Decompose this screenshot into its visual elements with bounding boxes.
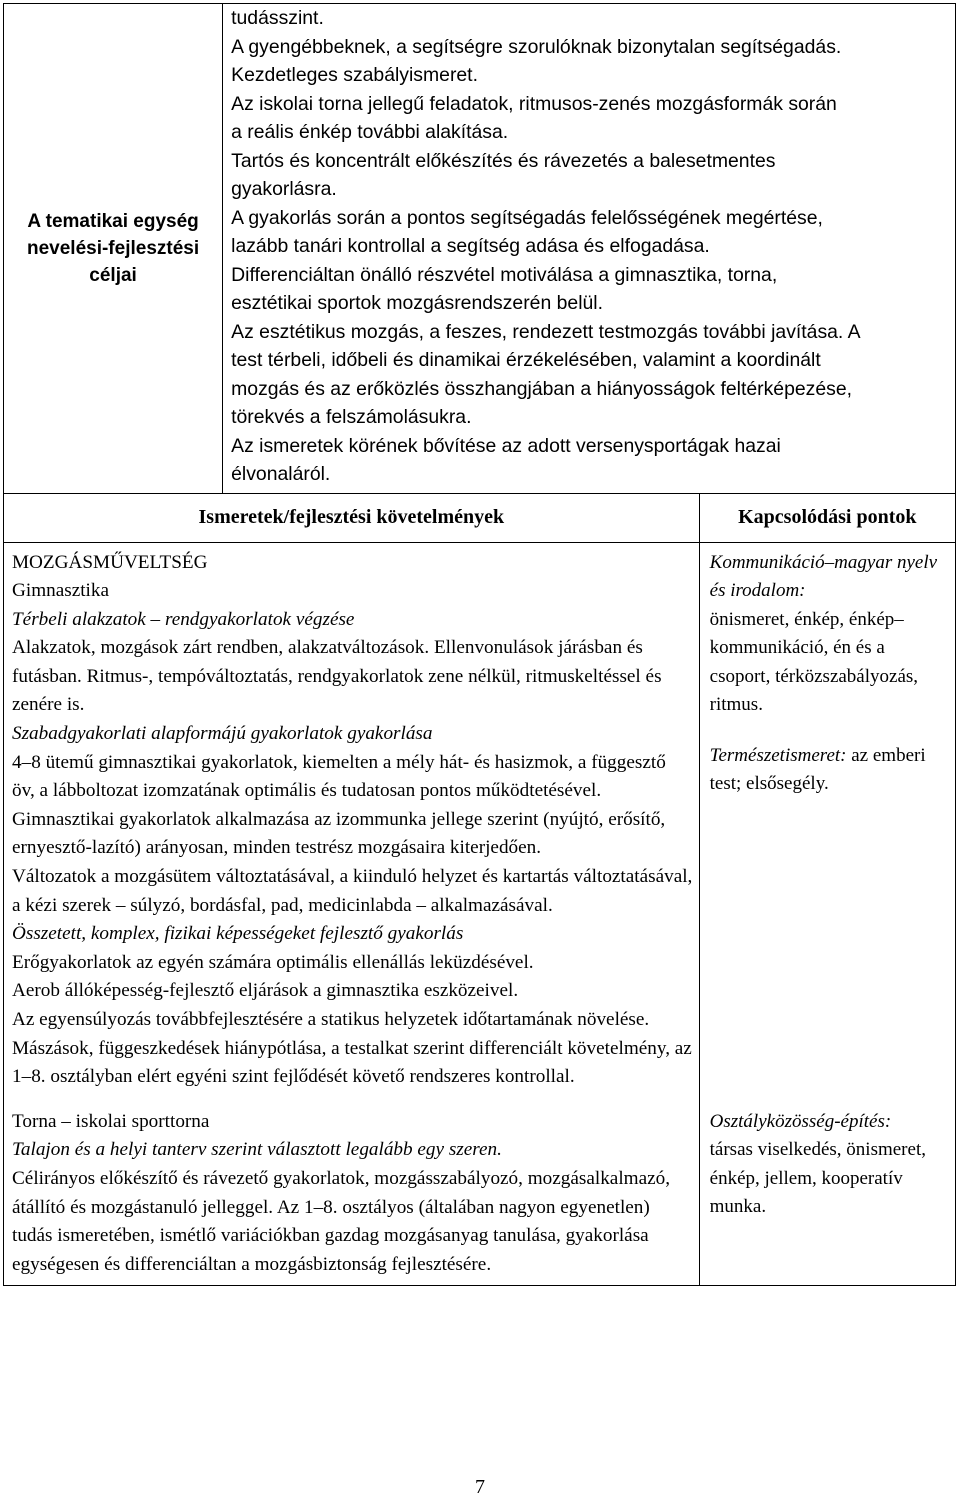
paragraph: Erőgyakorlatok az egyén számára optimális ellenállás leküzdésével. <box>12 951 534 973</box>
topic-heading: Térbeli alakzatok – rendgyakorlatok végzése <box>12 608 355 630</box>
knowledge-header: Ismeretek/fejlesztési követelmények <box>4 493 700 542</box>
goals-line: A gyengébbeknek, a segítségre szorulóknak bizonytalan segítségadás. <box>231 35 842 58</box>
section-title: Torna – iskolai sporttorna <box>12 1110 210 1132</box>
goals-line: test térbeli, időbeli és dinamikai érzékelésében, valamint a koordinált <box>231 349 821 371</box>
connection-subject: Kommunikáció–magyar nyelv és irodalom: <box>709 551 938 601</box>
paragraph: Gimnasztikai gyakorlatok alkalmazása az izommunka jellege szerint (nyújtó, erősítő, ernyesztő-lazító) arányosan, minden testrész mozgásaira kiterjedően. <box>12 808 666 859</box>
goals-text-cell <box>223 4 956 494</box>
connection-text: az emberi test; elsősegély. <box>709 744 926 794</box>
section1-row <box>4 542 956 1098</box>
connection-subject: Osztályközösség-építés: <box>709 1110 892 1132</box>
goals-line: tudásszint. <box>231 7 324 29</box>
goals-line: Az iskolai torna jellegű feladatok, ritmusos-zenés mozgásformák során <box>231 92 837 115</box>
curriculum-table <box>3 3 956 1286</box>
paragraph: 4–8 ütemű gimnasztikai gyakorlatok, kiemelten a mély hát- és hasizmok, a függesztő öv, a lábboltozat izomzatának optimális és tudatosan pontos működtetésével. <box>12 751 666 802</box>
paragraph: Változatok a mozgásütem változtatásával, a kiinduló helyzet és kartartás változtatásával, a kézi szerek – súlyzó, bordásfal, pad, medicinlabda – alkalmazásával. <box>12 866 693 916</box>
connection-entry <box>710 742 949 799</box>
connection-text: társas viselkedés, önismeret, énkép, jellem, kooperatív munka. <box>709 1139 926 1218</box>
connections2-cell <box>699 1098 955 1286</box>
header-row <box>4 493 956 542</box>
section2-cell <box>4 1098 700 1286</box>
paragraph: Alakzatok, mozgások zárt rendben, alakzatváltozások. Ellenvonulások járásban és futásban. Ritmus-, tempóváltoztatás, rendgyakorlatok zene nélkül, ritmuskeltéssel és zenére is. <box>12 637 662 716</box>
goals-line: Kezdetleges szabályismeret. <box>231 64 478 86</box>
goals-row <box>4 4 956 494</box>
goals-line: mozgás és az erőközlés összhangjában a hiányosságok feltérképezése, <box>231 377 853 400</box>
goals-line: törekvés a felszámolásukra. <box>231 406 472 428</box>
goals-label-line: nevelési-fejlesztési <box>26 237 200 259</box>
page-number: 7 <box>475 1476 485 1498</box>
topic-heading: Összetett, komplex, fizikai képességeket fejlesztő gyakorlás <box>12 923 464 945</box>
goals-line: a reális énkép további alakítása. <box>231 121 509 143</box>
goals-line: Az ismeretek körének bővítése az adott versenysportágak hazai <box>231 434 781 457</box>
goals-line: lazább tanári kontrollal a segítség adása és elfogadása. <box>231 235 710 257</box>
section-title: MOZGÁSMŰVELTSÉG <box>12 551 208 573</box>
topic-heading: Szabadgyakorlati alapformájú gyakorlatok gyakorlása <box>12 723 433 745</box>
goals-label-line: A tematikai egység <box>27 210 199 232</box>
connection-text: önismeret, énkép, énkép–kommunikáció, én és a csoport, térközszabályozás, ritmus. <box>709 608 919 715</box>
connection-subject: Természetismeret: <box>709 744 847 766</box>
goals-line: A gyakorlás során a pontos segítségadás felelősségének megértése, <box>231 206 823 229</box>
section2-row <box>4 1098 956 1286</box>
goals-label-cell <box>4 4 223 494</box>
goals-line: Tartós és koncentrált előkészítés és rávezetés a balesetmentes <box>231 149 776 172</box>
topic-heading: Talajon és a helyi tanterv szerint választott legalább egy szeren. <box>12 1139 502 1161</box>
goals-line: esztétikai sportok mozgásrendszerén belül. <box>231 292 603 314</box>
goals-line: gyakorlásra. <box>231 178 337 200</box>
paragraph: Aerob állóképesség-fejlesztő eljárások a gimnasztika eszközeivel. <box>12 980 519 1002</box>
connections-header: Kapcsolódási pontok <box>699 493 955 542</box>
section1-cell <box>4 542 700 1098</box>
goals-line: Az esztétikus mozgás, a feszes, rendezett testmozgás további javítása. A <box>231 320 861 343</box>
goals-line: Differenciáltan önálló részvétel motiválása a gimnasztika, torna, <box>231 263 778 286</box>
section-subtitle: Gimnasztika <box>12 580 109 602</box>
paragraph: Célirányos előkészítő és rávezető gyakorlatok, mozgásszabályozó, mozgásalkalmazó, átállító és mozgástanuló jelleggel. Az 1–8. osztályos (általában nagyon egyenetlen) tudás ismeretében, ismétlő variációkban gazdag mozgásanyag tanulása, gyakorlása egységesen és differenciáltan a mozgásbiztonság fejlesztésére. <box>12 1167 670 1275</box>
goals-line: élvonaláról. <box>231 463 331 485</box>
paragraph: Az egyensúlyozás továbbfejlesztésére a statikus helyzetek időtartamának növelése. Mászások, függeszkedések hiánypótlása, a testalkat szerint differenciált követelmény, az 1–8. osztályban elért egyéni szint fejlődését követő rendszeres kontrollal. <box>12 1009 692 1088</box>
connections1-cell <box>699 542 955 1098</box>
goals-label-line: céljai <box>89 264 137 286</box>
